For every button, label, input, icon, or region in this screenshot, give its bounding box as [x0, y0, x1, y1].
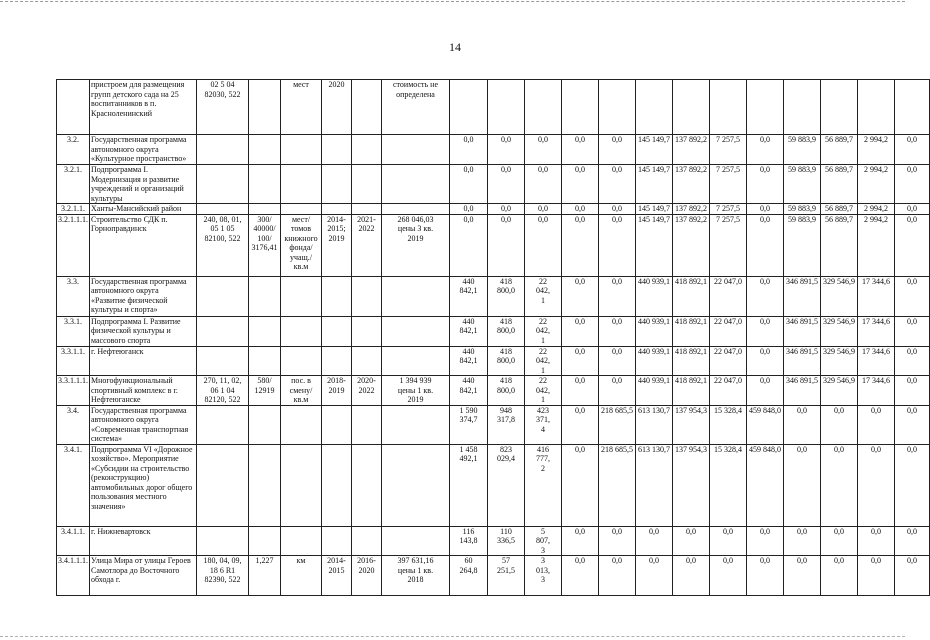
- cell-value-10: 59 883,9: [784, 204, 821, 215]
- cell-value-12: 2 994,2: [858, 204, 895, 215]
- cell-capacity: [249, 165, 281, 204]
- table-row: [57, 526, 930, 556]
- cell-value-12: 17 344,6: [858, 276, 895, 316]
- cell-value-5: 0,0: [599, 135, 636, 165]
- cell-value-4: 0,0: [562, 376, 599, 406]
- cell-unit: [281, 276, 322, 316]
- cell-value-5: 0,0: [599, 526, 636, 556]
- cell-value-10: 59 883,9: [784, 214, 821, 276]
- cell-row-number: 3.4.1.1.: [57, 526, 90, 556]
- cell-design-period: [352, 165, 382, 204]
- cell-value-4: 0,0: [562, 276, 599, 316]
- cell-value-13: 0,0: [895, 556, 930, 596]
- cell-value-9: 0,0: [747, 556, 784, 596]
- cell-value-9: 0,0: [747, 204, 784, 215]
- cell-value-3: 0,0: [525, 204, 562, 215]
- cell-value-3: 423 371, 4: [525, 405, 562, 444]
- cell-design-period: [352, 405, 382, 444]
- cell-value-9: 0,0: [747, 316, 784, 346]
- cell-value-10: 0,0: [784, 444, 821, 526]
- cell-value-2: 110 336,5: [488, 526, 525, 556]
- table-row: [57, 204, 930, 215]
- cell-build-period: [322, 204, 352, 215]
- cell-row-name: Ханты-Мансийский район: [90, 204, 197, 215]
- cell-value-10: 59 883,9: [784, 135, 821, 165]
- cell-value-6: 0,0: [636, 526, 673, 556]
- cell-value-6: 440 939,1: [636, 346, 673, 376]
- cell-budget-code: [197, 405, 249, 444]
- cell-value-8: 22 047,0: [710, 316, 747, 346]
- cell-value-10: 0,0: [784, 405, 821, 444]
- cell-value-13: 0,0: [895, 204, 930, 215]
- cell-value-9: [747, 80, 784, 135]
- cell-value-11: 0,0: [821, 526, 858, 556]
- cell-design-period: 2016- 2020: [352, 556, 382, 596]
- cell-estimated-cost: 397 631,16 цены 1 кв. 2018: [382, 556, 450, 596]
- cell-value-4: 0,0: [562, 165, 599, 204]
- cell-value-1: 1 458 492,1: [450, 444, 488, 526]
- table-row: [57, 376, 930, 406]
- cell-value-5: 0,0: [599, 556, 636, 596]
- cell-build-period: [322, 346, 352, 376]
- cell-estimated-cost: [382, 204, 450, 215]
- cell-value-12: 0,0: [858, 556, 895, 596]
- cell-row-number: 3.4.: [57, 405, 90, 444]
- cell-value-6: 145 149,7: [636, 135, 673, 165]
- cell-build-period: [322, 135, 352, 165]
- cell-capacity: 580/ 12919: [249, 376, 281, 406]
- cell-value-4: 0,0: [562, 204, 599, 215]
- cell-value-3: 0,0: [525, 165, 562, 204]
- cell-capacity: [249, 135, 281, 165]
- cell-value-11: 0,0: [821, 444, 858, 526]
- cell-row-number: 3.2.: [57, 135, 90, 165]
- cell-value-13: 0,0: [895, 214, 930, 276]
- cell-design-period: [352, 204, 382, 215]
- cell-design-period: [352, 135, 382, 165]
- cell-value-9: 0,0: [747, 135, 784, 165]
- cell-value-10: 0,0: [784, 526, 821, 556]
- cell-build-period: [322, 165, 352, 204]
- cell-unit: [281, 444, 322, 526]
- cell-value-11: 329 546,9: [821, 346, 858, 376]
- cell-value-9: 0,0: [747, 376, 784, 406]
- cell-build-period: [322, 316, 352, 346]
- cell-row-number: 3.2.1.1.1.: [57, 214, 90, 276]
- cell-value-8: [710, 80, 747, 135]
- cell-row-number: 3.2.1.1.: [57, 204, 90, 215]
- cell-value-2: 948 317,8: [488, 405, 525, 444]
- cell-budget-code: [197, 316, 249, 346]
- cell-value-11: 329 546,9: [821, 316, 858, 346]
- cell-estimated-cost: 1 394 939 цены 1 кв. 2019: [382, 376, 450, 406]
- cell-value-1: 1 590 374,7: [450, 405, 488, 444]
- cell-design-period: [352, 80, 382, 135]
- cell-row-number: 3.3.1.1.: [57, 346, 90, 376]
- cell-row-name: Подпрограмма VI «Дорожное хозяйство». Мероприятие «Субсидии на строительство (реконструкцию) автомобильных дорог общего пользования местного значения»: [90, 444, 197, 526]
- cell-row-name: Государственная программа автономного округа «Современная транспортная система»: [90, 405, 197, 444]
- cell-value-8: 0,0: [710, 526, 747, 556]
- cell-value-1: 60 264,8: [450, 556, 488, 596]
- cell-value-12: 2 994,2: [858, 165, 895, 204]
- cell-value-6: 440 939,1: [636, 376, 673, 406]
- cell-value-13: 0,0: [895, 165, 930, 204]
- cell-value-10: 59 883,9: [784, 165, 821, 204]
- table-row: [57, 80, 930, 135]
- table-row: [57, 276, 930, 316]
- cell-value-12: 2 994,2: [858, 214, 895, 276]
- cell-value-8: 22 047,0: [710, 276, 747, 316]
- cell-value-10: 346 891,5: [784, 376, 821, 406]
- cell-capacity: [249, 444, 281, 526]
- cell-value-5: 218 685,5: [599, 405, 636, 444]
- cell-unit: [281, 165, 322, 204]
- cell-value-2: 0,0: [488, 135, 525, 165]
- cell-value-1: 116 143,8: [450, 526, 488, 556]
- cell-value-6: 145 149,7: [636, 214, 673, 276]
- cell-capacity: 1,227: [249, 556, 281, 596]
- budget-table: [56, 79, 930, 596]
- cell-value-12: 17 344,6: [858, 376, 895, 406]
- cell-value-6: 613 130,7: [636, 444, 673, 526]
- cell-value-12: 17 344,6: [858, 346, 895, 376]
- cell-budget-code: [197, 276, 249, 316]
- cell-unit: [281, 346, 322, 376]
- cell-value-7: [673, 80, 710, 135]
- cell-value-7: 137 954,3: [673, 405, 710, 444]
- cell-estimated-cost: [382, 444, 450, 526]
- cell-value-4: 0,0: [562, 444, 599, 526]
- cell-value-4: 0,0: [562, 135, 599, 165]
- cell-value-3: 416 777, 2: [525, 444, 562, 526]
- cell-value-10: 346 891,5: [784, 346, 821, 376]
- cell-row-number: 3.4.1.1.1.: [57, 556, 90, 596]
- cell-value-13: [895, 80, 930, 135]
- cell-value-9: 0,0: [747, 276, 784, 316]
- cell-budget-code: [197, 526, 249, 556]
- cell-value-5: 0,0: [599, 165, 636, 204]
- cell-value-12: 0,0: [858, 526, 895, 556]
- cell-value-12: [858, 80, 895, 135]
- cell-estimated-cost: [382, 405, 450, 444]
- cell-value-9: 459 848,0: [747, 444, 784, 526]
- cell-value-8: 0,0: [710, 556, 747, 596]
- cell-value-5: 0,0: [599, 204, 636, 215]
- cell-value-2: 0,0: [488, 214, 525, 276]
- cell-value-1: 0,0: [450, 204, 488, 215]
- cell-build-period: [322, 444, 352, 526]
- cell-value-7: 137 892,2: [673, 214, 710, 276]
- cell-design-period: [352, 444, 382, 526]
- cell-value-4: 0,0: [562, 316, 599, 346]
- cell-design-period: 2020- 2022: [352, 376, 382, 406]
- cell-value-11: 56 889,7: [821, 204, 858, 215]
- cell-budget-code: [197, 204, 249, 215]
- cell-value-5: 218 685,5: [599, 444, 636, 526]
- cell-unit: мест: [281, 80, 322, 135]
- cell-estimated-cost: 268 046,03 цены 3 кв. 2019: [382, 214, 450, 276]
- cell-row-name: Подпрограмма I. Развитие физической культуры и массового спорта: [90, 316, 197, 346]
- cell-value-13: 0,0: [895, 405, 930, 444]
- cell-value-9: 0,0: [747, 526, 784, 556]
- cell-unit: [281, 405, 322, 444]
- cell-value-7: 137 954,3: [673, 444, 710, 526]
- cell-value-13: 0,0: [895, 444, 930, 526]
- cell-value-7: 418 892,1: [673, 346, 710, 376]
- cell-value-11: 56 889,7: [821, 214, 858, 276]
- cell-value-10: 346 891,5: [784, 276, 821, 316]
- cell-value-3: [525, 80, 562, 135]
- cell-value-8: 22 047,0: [710, 346, 747, 376]
- cell-value-2: 57 251,5: [488, 556, 525, 596]
- cell-estimated-cost: [382, 526, 450, 556]
- cell-unit: км: [281, 556, 322, 596]
- cell-value-2: 0,0: [488, 204, 525, 215]
- cell-estimated-cost: [382, 316, 450, 346]
- cell-value-1: 0,0: [450, 165, 488, 204]
- table-row: [57, 316, 930, 346]
- cell-value-6: 145 149,7: [636, 204, 673, 215]
- cell-design-period: [352, 316, 382, 346]
- table-row: [57, 165, 930, 204]
- table-row: [57, 405, 930, 444]
- cell-value-4: 0,0: [562, 526, 599, 556]
- cell-value-13: 0,0: [895, 316, 930, 346]
- cell-value-3: 5 807, 3: [525, 526, 562, 556]
- cell-value-11: 0,0: [821, 556, 858, 596]
- cell-value-3: 22 042, 1: [525, 276, 562, 316]
- cell-value-4: 0,0: [562, 405, 599, 444]
- cell-row-name: г. Нижневартовск: [90, 526, 197, 556]
- cell-value-6: 613 130,7: [636, 405, 673, 444]
- cell-value-5: 0,0: [599, 346, 636, 376]
- cell-value-4: 0,0: [562, 556, 599, 596]
- cell-budget-code: 270, 11, 02, 06 1 04 82120, 522: [197, 376, 249, 406]
- page-bottom-edge: [0, 636, 905, 637]
- cell-value-6: 440 939,1: [636, 276, 673, 316]
- cell-value-5: 0,0: [599, 376, 636, 406]
- cell-capacity: 300/ 40000/ 100/ 3176,41: [249, 214, 281, 276]
- cell-value-2: 418 800,0: [488, 346, 525, 376]
- cell-budget-code: 02 5 04 82030, 522: [197, 80, 249, 135]
- cell-budget-code: [197, 135, 249, 165]
- cell-value-5: 0,0: [599, 276, 636, 316]
- cell-value-11: 56 889,7: [821, 165, 858, 204]
- cell-value-2: 418 800,0: [488, 316, 525, 346]
- cell-value-3: 22 042, 1: [525, 346, 562, 376]
- cell-value-5: 0,0: [599, 214, 636, 276]
- cell-value-11: [821, 80, 858, 135]
- cell-value-13: 0,0: [895, 376, 930, 406]
- cell-value-10: 346 891,5: [784, 316, 821, 346]
- cell-capacity: [249, 405, 281, 444]
- cell-value-6: 145 149,7: [636, 165, 673, 204]
- cell-estimated-cost: стоимость не определена: [382, 80, 450, 135]
- cell-value-1: 440 842,1: [450, 346, 488, 376]
- cell-row-name: Государственная программа автономного округа «Развитие физической культуры и спорта»: [90, 276, 197, 316]
- cell-budget-code: [197, 165, 249, 204]
- table-body: [57, 80, 930, 596]
- cell-value-12: 17 344,6: [858, 316, 895, 346]
- cell-design-period: 2021- 2022: [352, 214, 382, 276]
- cell-value-2: 418 800,0: [488, 276, 525, 316]
- cell-row-number: 3.3.1.: [57, 316, 90, 346]
- cell-value-7: 418 892,1: [673, 376, 710, 406]
- cell-value-7: 137 892,2: [673, 135, 710, 165]
- cell-estimated-cost: [382, 346, 450, 376]
- cell-build-period: 2020: [322, 80, 352, 135]
- cell-value-13: 0,0: [895, 346, 930, 376]
- cell-value-2: [488, 80, 525, 135]
- cell-value-1: 440 842,1: [450, 316, 488, 346]
- cell-value-11: 0,0: [821, 405, 858, 444]
- cell-capacity: [249, 316, 281, 346]
- cell-row-name: пристроем для размещения групп детского сада на 25 воспитанников в п. Красноленинский: [90, 80, 197, 135]
- cell-value-9: 0,0: [747, 214, 784, 276]
- cell-value-1: 0,0: [450, 214, 488, 276]
- cell-budget-code: [197, 444, 249, 526]
- cell-value-13: 0,0: [895, 135, 930, 165]
- table-row: [57, 346, 930, 376]
- cell-value-8: 22 047,0: [710, 376, 747, 406]
- cell-row-number: 3.2.1.: [57, 165, 90, 204]
- cell-build-period: 2014- 2015; 2019: [322, 214, 352, 276]
- cell-value-12: 2 994,2: [858, 135, 895, 165]
- cell-value-1: 440 842,1: [450, 276, 488, 316]
- cell-unit: [281, 316, 322, 346]
- cell-build-period: [322, 276, 352, 316]
- cell-row-name: Улица Мира от улицы Героев Самотлора до Восточного обхода г.: [90, 556, 197, 596]
- cell-capacity: [249, 346, 281, 376]
- cell-build-period: 2014- 2015: [322, 556, 352, 596]
- cell-value-7: 0,0: [673, 556, 710, 596]
- cell-budget-code: 240, 08, 01, 05 1 05 82100, 522: [197, 214, 249, 276]
- cell-estimated-cost: [382, 276, 450, 316]
- cell-value-10: [784, 80, 821, 135]
- cell-value-10: 0,0: [784, 556, 821, 596]
- cell-value-3: 3 013, 3: [525, 556, 562, 596]
- cell-value-4: [562, 80, 599, 135]
- cell-value-2: 823 029,4: [488, 444, 525, 526]
- cell-value-8: 7 257,5: [710, 165, 747, 204]
- cell-value-3: 22 042, 1: [525, 376, 562, 406]
- cell-estimated-cost: [382, 135, 450, 165]
- cell-budget-code: [197, 346, 249, 376]
- cell-row-number: 3.3.: [57, 276, 90, 316]
- cell-value-8: 15 328,4: [710, 405, 747, 444]
- cell-value-9: 0,0: [747, 346, 784, 376]
- cell-design-period: [352, 526, 382, 556]
- cell-unit: мест/ томов книжного фонда/ учащ./ кв.м: [281, 214, 322, 276]
- cell-row-name: Многофункциональный спортивный комплекс в г. Нефтеюганске: [90, 376, 197, 406]
- cell-value-12: 0,0: [858, 405, 895, 444]
- cell-build-period: 2018- 2019: [322, 376, 352, 406]
- table-row: [57, 135, 930, 165]
- cell-value-5: 0,0: [599, 316, 636, 346]
- cell-row-name: г. Нефтеюганск: [90, 346, 197, 376]
- cell-value-8: 7 257,5: [710, 214, 747, 276]
- page-top-edge: [0, 1, 905, 2]
- cell-row-name: Строительство СДК п. Горноправдинск: [90, 214, 197, 276]
- cell-row-name: Подпрограмма I. Модернизация и развитие учреждений и организаций культуры: [90, 165, 197, 204]
- cell-row-number: 3.3.1.1.1.: [57, 376, 90, 406]
- cell-value-9: 459 848,0: [747, 405, 784, 444]
- cell-capacity: [249, 80, 281, 135]
- cell-value-13: 0,0: [895, 526, 930, 556]
- table-row: [57, 444, 930, 526]
- cell-capacity: [249, 204, 281, 215]
- cell-value-11: 56 889,7: [821, 135, 858, 165]
- cell-row-name: Государственная программа автономного округа «Культурное пространство»: [90, 135, 197, 165]
- table-row: [57, 214, 930, 276]
- cell-design-period: [352, 276, 382, 316]
- cell-value-1: [450, 80, 488, 135]
- cell-value-9: 0,0: [747, 165, 784, 204]
- cell-value-13: 0,0: [895, 276, 930, 316]
- cell-value-6: [636, 80, 673, 135]
- cell-unit: [281, 135, 322, 165]
- cell-value-6: 440 939,1: [636, 316, 673, 346]
- cell-row-number: 3.4.1.: [57, 444, 90, 526]
- cell-value-2: 0,0: [488, 165, 525, 204]
- cell-value-7: 137 892,2: [673, 204, 710, 215]
- cell-value-8: 7 257,5: [710, 135, 747, 165]
- cell-value-7: 418 892,1: [673, 276, 710, 316]
- cell-value-11: 329 546,9: [821, 276, 858, 316]
- cell-unit: пос. в смену/ кв.м: [281, 376, 322, 406]
- cell-design-period: [352, 346, 382, 376]
- cell-value-1: 440 842,1: [450, 376, 488, 406]
- page-number: 14: [449, 40, 461, 54]
- cell-unit: [281, 204, 322, 215]
- cell-value-12: 0,0: [858, 444, 895, 526]
- cell-value-4: 0,0: [562, 214, 599, 276]
- cell-value-5: [599, 80, 636, 135]
- cell-value-8: 15 328,4: [710, 444, 747, 526]
- cell-value-2: 418 800,0: [488, 376, 525, 406]
- cell-capacity: [249, 526, 281, 556]
- cell-build-period: [322, 405, 352, 444]
- cell-value-7: 0,0: [673, 526, 710, 556]
- cell-value-7: 418 892,1: [673, 316, 710, 346]
- cell-unit: [281, 526, 322, 556]
- cell-value-6: 0,0: [636, 556, 673, 596]
- cell-value-7: 137 892,2: [673, 165, 710, 204]
- cell-value-8: 7 257,5: [710, 204, 747, 215]
- table-row: [57, 556, 930, 596]
- cell-value-4: 0,0: [562, 346, 599, 376]
- cell-estimated-cost: [382, 165, 450, 204]
- cell-value-3: 0,0: [525, 135, 562, 165]
- cell-value-3: 22 042, 1: [525, 316, 562, 346]
- cell-build-period: [322, 526, 352, 556]
- cell-value-11: 329 546,9: [821, 376, 858, 406]
- cell-value-3: 0,0: [525, 214, 562, 276]
- cell-budget-code: 180, 04, 09, 18 6 R1 82390, 522: [197, 556, 249, 596]
- cell-capacity: [249, 276, 281, 316]
- cell-value-1: 0,0: [450, 135, 488, 165]
- cell-row-number: [57, 80, 90, 135]
